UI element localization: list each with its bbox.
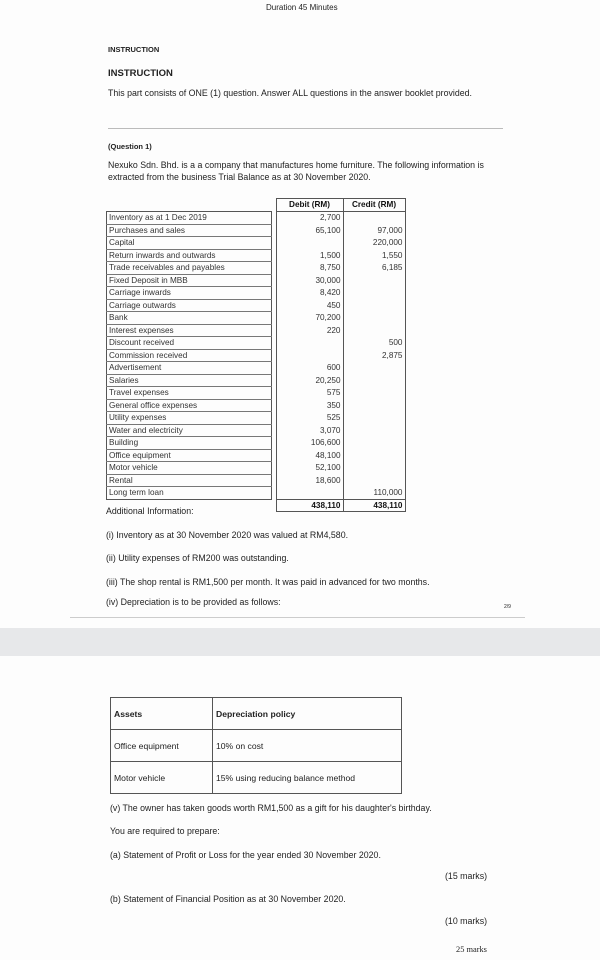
table-row xyxy=(107,462,406,475)
account-label: Bank xyxy=(107,312,272,325)
credit-header: Credit (RM) xyxy=(343,199,405,212)
table-row xyxy=(107,437,406,450)
credit-cell: 110,000 xyxy=(343,487,405,500)
depreciation-table xyxy=(110,697,402,794)
table-row xyxy=(107,387,406,400)
credit-cell xyxy=(343,312,405,325)
debit-cell: 65,100 xyxy=(276,224,343,237)
credit-cell xyxy=(343,424,405,437)
debit-cell: 1,500 xyxy=(276,249,343,262)
divider xyxy=(108,128,503,129)
instruction-small-heading: INSTRUCTION xyxy=(108,45,160,54)
debit-cell xyxy=(276,487,343,500)
table-row xyxy=(107,212,406,225)
account-label: Fixed Deposit in MBB xyxy=(107,274,272,287)
account-label: Return inwards and outwards xyxy=(107,249,272,262)
account-label: Long term loan xyxy=(107,487,272,500)
debit-cell: 350 xyxy=(276,399,343,412)
account-label: Purchases and sales xyxy=(107,224,272,237)
table-row xyxy=(107,312,406,325)
additional-item-5: (v) The owner has taken goods worth RM1,500 as a gift for his daughter's birthday. xyxy=(110,803,432,813)
table-row xyxy=(107,262,406,275)
credit-cell: 500 xyxy=(343,337,405,350)
trial-balance-table xyxy=(106,198,406,512)
policy-cell: 10% on cost xyxy=(213,730,402,762)
account-label: Carriage inwards xyxy=(107,287,272,300)
debit-cell: 220 xyxy=(276,324,343,337)
additional-item-3: (iii) The shop rental is RM1,500 per month. It was paid in advanced for two months. xyxy=(106,577,430,587)
account-label: Interest expenses xyxy=(107,324,272,337)
account-label: Building xyxy=(107,437,272,450)
required-text: You are required to prepare: xyxy=(110,826,220,836)
table-row xyxy=(107,287,406,300)
table-row xyxy=(107,424,406,437)
credit-cell xyxy=(343,412,405,425)
question-intro: Nexuko Sdn. Bhd. is a a company that manufactures home furniture. The following information is extracted from the business Trial Balance as at 30 November 2020. xyxy=(108,160,484,182)
credit-cell xyxy=(343,387,405,400)
credit-cell xyxy=(343,362,405,375)
account-label: Commission received xyxy=(107,349,272,362)
account-label: Travel expenses xyxy=(107,387,272,400)
table-row xyxy=(107,487,406,500)
asset-cell: Office equipment xyxy=(111,730,213,762)
debit-cell: 8,420 xyxy=(276,287,343,300)
debit-cell: 70,200 xyxy=(276,312,343,325)
debit-cell: 8,750 xyxy=(276,262,343,275)
account-label: Office equipment xyxy=(107,449,272,462)
duration-header: Duration 45 Minutes xyxy=(266,3,338,12)
debit-cell xyxy=(276,349,343,362)
debit-cell: 3,070 xyxy=(276,424,343,437)
policy-cell: 15% using reducing balance method xyxy=(213,762,402,794)
debit-cell: 18,600 xyxy=(276,474,343,487)
instruction-heading: INSTRUCTION xyxy=(108,68,173,79)
debit-cell: 2,700 xyxy=(276,212,343,225)
additional-item-1: (i) Inventory as at 30 November 2020 was valued at RM4,580. xyxy=(106,530,349,540)
debit-cell: 106,600 xyxy=(276,437,343,450)
credit-cell xyxy=(343,474,405,487)
debit-cell: 575 xyxy=(276,387,343,400)
credit-cell: 1,550 xyxy=(343,249,405,262)
total-credit: 438,110 xyxy=(343,499,405,512)
credit-cell xyxy=(343,449,405,462)
task-b: (b) Statement of Financial Position as at 30 November 2020. xyxy=(110,894,346,904)
assets-header: Assets xyxy=(111,698,213,730)
marks-a: (15 marks) xyxy=(445,871,488,881)
table-row xyxy=(107,349,406,362)
task-a: (a) Statement of Profit or Loss for the year ended 30 November 2020. xyxy=(110,850,381,860)
debit-cell: 525 xyxy=(276,412,343,425)
credit-cell xyxy=(343,462,405,475)
debit-cell: 52,100 xyxy=(276,462,343,475)
debit-cell xyxy=(276,237,343,250)
account-label: Capital xyxy=(107,237,272,250)
account-label: Trade receivables and payables xyxy=(107,262,272,275)
credit-cell xyxy=(343,374,405,387)
total-marks: 25 marks xyxy=(456,945,487,954)
credit-cell: 2,875 xyxy=(343,349,405,362)
debit-cell: 48,100 xyxy=(276,449,343,462)
table-row xyxy=(107,237,406,250)
credit-cell xyxy=(343,299,405,312)
question-label: (Question 1) xyxy=(108,142,152,151)
marks-b: (10 marks) xyxy=(445,916,488,926)
table-row xyxy=(107,274,406,287)
credit-cell: 220,000 xyxy=(343,237,405,250)
additional-item-4: (iv) Depreciation is to be provided as follows: xyxy=(106,597,281,607)
account-label: Advertisement xyxy=(107,362,272,375)
account-label: Motor vehicle xyxy=(107,462,272,475)
credit-cell xyxy=(343,437,405,450)
account-label: Inventory as at 1 Dec 2019 xyxy=(107,212,272,225)
debit-cell: 450 xyxy=(276,299,343,312)
table-row xyxy=(107,299,406,312)
asset-cell: Motor vehicle xyxy=(111,762,213,794)
account-label: Carriage outwards xyxy=(107,299,272,312)
debit-header: Debit (RM) xyxy=(276,199,343,212)
total-debit: 438,110 xyxy=(276,499,343,512)
account-label: Rental xyxy=(107,474,272,487)
table-row xyxy=(107,474,406,487)
instruction-text: This part consists of ONE (1) question. Answer ALL questions in the answer booklet provided. xyxy=(108,88,472,98)
table-row xyxy=(107,412,406,425)
page-number: 2/9 xyxy=(504,604,511,610)
credit-cell xyxy=(343,212,405,225)
credit-cell: 97,000 xyxy=(343,224,405,237)
table-row xyxy=(107,337,406,350)
debit-cell: 20,250 xyxy=(276,374,343,387)
credit-cell: 6,185 xyxy=(343,262,405,275)
policy-header: Depreciation policy xyxy=(213,698,402,730)
account-label: Utility expenses xyxy=(107,412,272,425)
table-row xyxy=(107,324,406,337)
debit-cell: 30,000 xyxy=(276,274,343,287)
table-row xyxy=(107,374,406,387)
account-label: Water and electricity xyxy=(107,424,272,437)
credit-cell xyxy=(343,324,405,337)
credit-cell xyxy=(343,399,405,412)
credit-cell xyxy=(343,287,405,300)
footer-divider xyxy=(70,617,525,618)
account-label: General office expenses xyxy=(107,399,272,412)
additional-item-2: (ii) Utility expenses of RM200 was outstanding. xyxy=(106,553,289,563)
credit-cell xyxy=(343,274,405,287)
table-row xyxy=(107,224,406,237)
debit-cell xyxy=(276,337,343,350)
account-label: Salaries xyxy=(107,374,272,387)
debit-cell: 600 xyxy=(276,362,343,375)
table-row xyxy=(107,449,406,462)
table-row xyxy=(107,399,406,412)
account-label: Discount received xyxy=(107,337,272,350)
additional-info-title: Additional Information: xyxy=(106,506,194,516)
table-row xyxy=(107,362,406,375)
table-row xyxy=(107,249,406,262)
